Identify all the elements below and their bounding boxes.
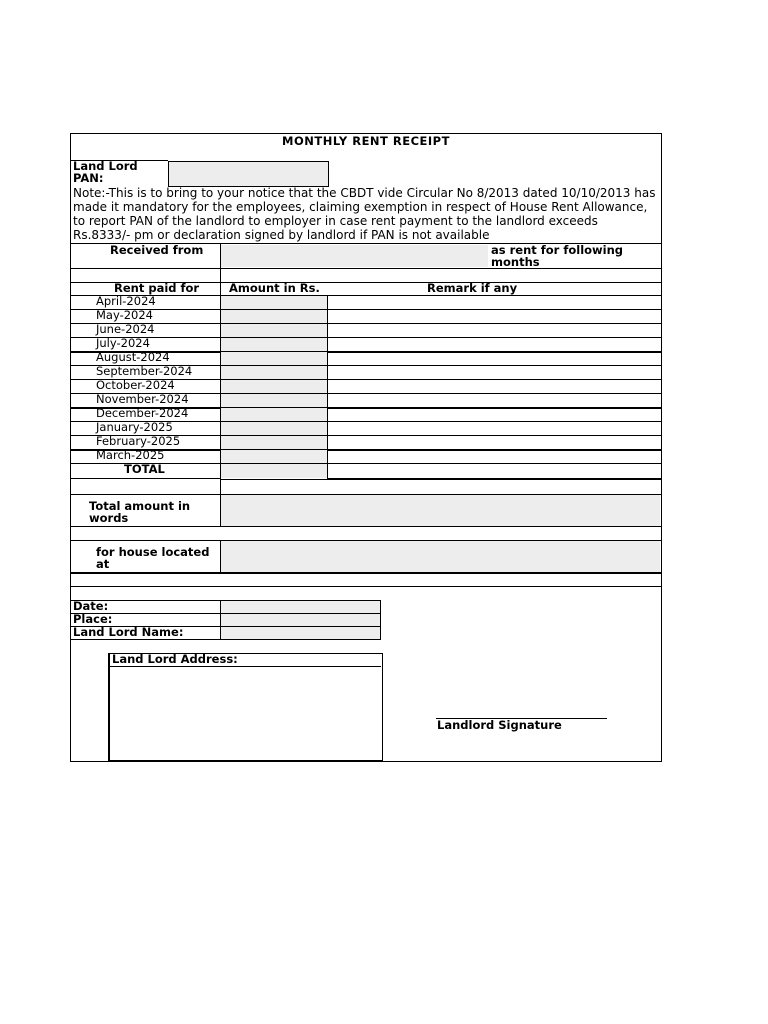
pan-top-line <box>70 160 168 161</box>
month-amount-field[interactable] <box>221 310 327 323</box>
rule-received-bottom <box>70 268 661 269</box>
rule-total-bottom-left <box>70 478 220 479</box>
month-label: February-2025 <box>96 434 181 448</box>
details-right-border <box>380 600 381 639</box>
house-label-line1: for house located <box>96 545 210 559</box>
month-remark-field[interactable] <box>328 310 660 323</box>
place-field[interactable] <box>221 614 380 626</box>
month-amount-field[interactable] <box>221 408 327 421</box>
blank-row-divider <box>220 268 221 282</box>
month-label: November-2024 <box>96 392 189 406</box>
month-label: July-2024 <box>96 336 150 350</box>
landlord-pan-field[interactable] <box>168 161 329 187</box>
month-amount-field[interactable] <box>221 394 327 407</box>
month-label: December-2024 <box>96 406 189 420</box>
month-remark-field[interactable] <box>328 408 660 421</box>
month-amount-field[interactable] <box>221 422 327 435</box>
signature-label: Landlord Signature <box>437 718 562 732</box>
received-from-label: Received from <box>110 243 204 257</box>
month-remark-field[interactable] <box>328 338 660 351</box>
amount-remark-divider <box>327 295 328 480</box>
date-label: Date: <box>73 599 109 613</box>
total-words-field[interactable] <box>221 495 660 526</box>
cbdt-note: Note:-This is to bring to your notice that the CBDT vide Circular No 8/2013 dated 10/10/2013 has made it mandatory for the employees, claiming exemption in respect of House Rent Allowance, to report PAN of the landlord to employer in case rent payment to the landlord exceeds Rs.8333/- pm or declaration signed by landlord if PAN is not available <box>73 186 656 242</box>
rule-total-bottom-mid <box>220 479 327 480</box>
rule-house-bottom <box>70 572 661 574</box>
total-divider <box>220 464 221 494</box>
receipt-title: MONTHLY RENT RECEIPT <box>282 134 450 148</box>
as-rent-label-line1: as rent for following <box>491 243 624 257</box>
month-remark-field[interactable] <box>328 296 660 309</box>
rule-address-header <box>108 666 381 667</box>
month-remark-field[interactable] <box>328 366 660 379</box>
column-remark: Remark if any <box>427 281 518 295</box>
landlord-pan-label-line2: PAN: <box>73 171 104 185</box>
landlord-name-label: Land Lord Name: <box>73 625 184 639</box>
month-amount-field[interactable] <box>221 324 327 337</box>
month-amount-field[interactable] <box>221 436 327 449</box>
month-label: January-2025 <box>96 420 173 434</box>
month-label: March-2025 <box>96 448 165 462</box>
house-label-line2: at <box>96 557 110 571</box>
words-divider <box>220 494 221 527</box>
month-amount-field[interactable] <box>221 338 327 351</box>
month-amount-field[interactable] <box>221 296 327 309</box>
house-address-field[interactable] <box>221 541 660 572</box>
month-remark-field[interactable] <box>328 324 660 337</box>
month-label: August-2024 <box>96 350 170 364</box>
month-label: April-2024 <box>96 294 156 308</box>
month-remark-field[interactable] <box>328 436 660 449</box>
rule-name-bottom <box>70 639 381 640</box>
month-remark-field[interactable] <box>328 352 660 365</box>
month-remark-field[interactable] <box>328 380 660 393</box>
rule-total-bottom-right <box>327 478 661 480</box>
month-label: June-2024 <box>96 322 155 336</box>
month-amount-field[interactable] <box>221 450 327 463</box>
total-amount-field[interactable] <box>221 464 327 478</box>
total-words-label-line2: words <box>89 511 129 525</box>
month-label: September-2024 <box>96 364 193 378</box>
received-divider <box>220 243 221 268</box>
landlord-address-box[interactable] <box>108 653 383 761</box>
total-words-label-line1: Total amount in <box>89 499 191 513</box>
details-divider <box>220 600 221 639</box>
house-divider <box>220 540 221 573</box>
landlord-address-label: Land Lord Address: <box>112 652 238 666</box>
column-amount: Amount in Rs. <box>229 281 320 295</box>
rule-blank-bottom <box>70 586 661 587</box>
month-label: October-2024 <box>96 378 175 392</box>
month-remark-field[interactable] <box>328 450 660 463</box>
rule-words-bottom <box>70 526 661 527</box>
date-field[interactable] <box>221 601 380 613</box>
total-label: TOTAL <box>124 462 165 476</box>
landlord-name-field[interactable] <box>221 627 380 639</box>
month-remark-field[interactable] <box>328 422 660 435</box>
month-amount-field[interactable] <box>221 366 327 379</box>
column-rent-paid-for: Rent paid for <box>114 281 200 295</box>
month-label: May-2024 <box>96 308 153 322</box>
month-amount-field[interactable] <box>221 380 327 393</box>
month-amount-field[interactable] <box>221 352 327 365</box>
landlord-pan-label-line1: Land Lord <box>73 159 138 173</box>
as-rent-label-line2: months <box>491 255 540 269</box>
place-label: Place: <box>73 612 113 626</box>
month-column-divider <box>220 282 221 464</box>
received-from-field[interactable] <box>221 245 488 267</box>
month-remark-field[interactable] <box>328 394 660 407</box>
